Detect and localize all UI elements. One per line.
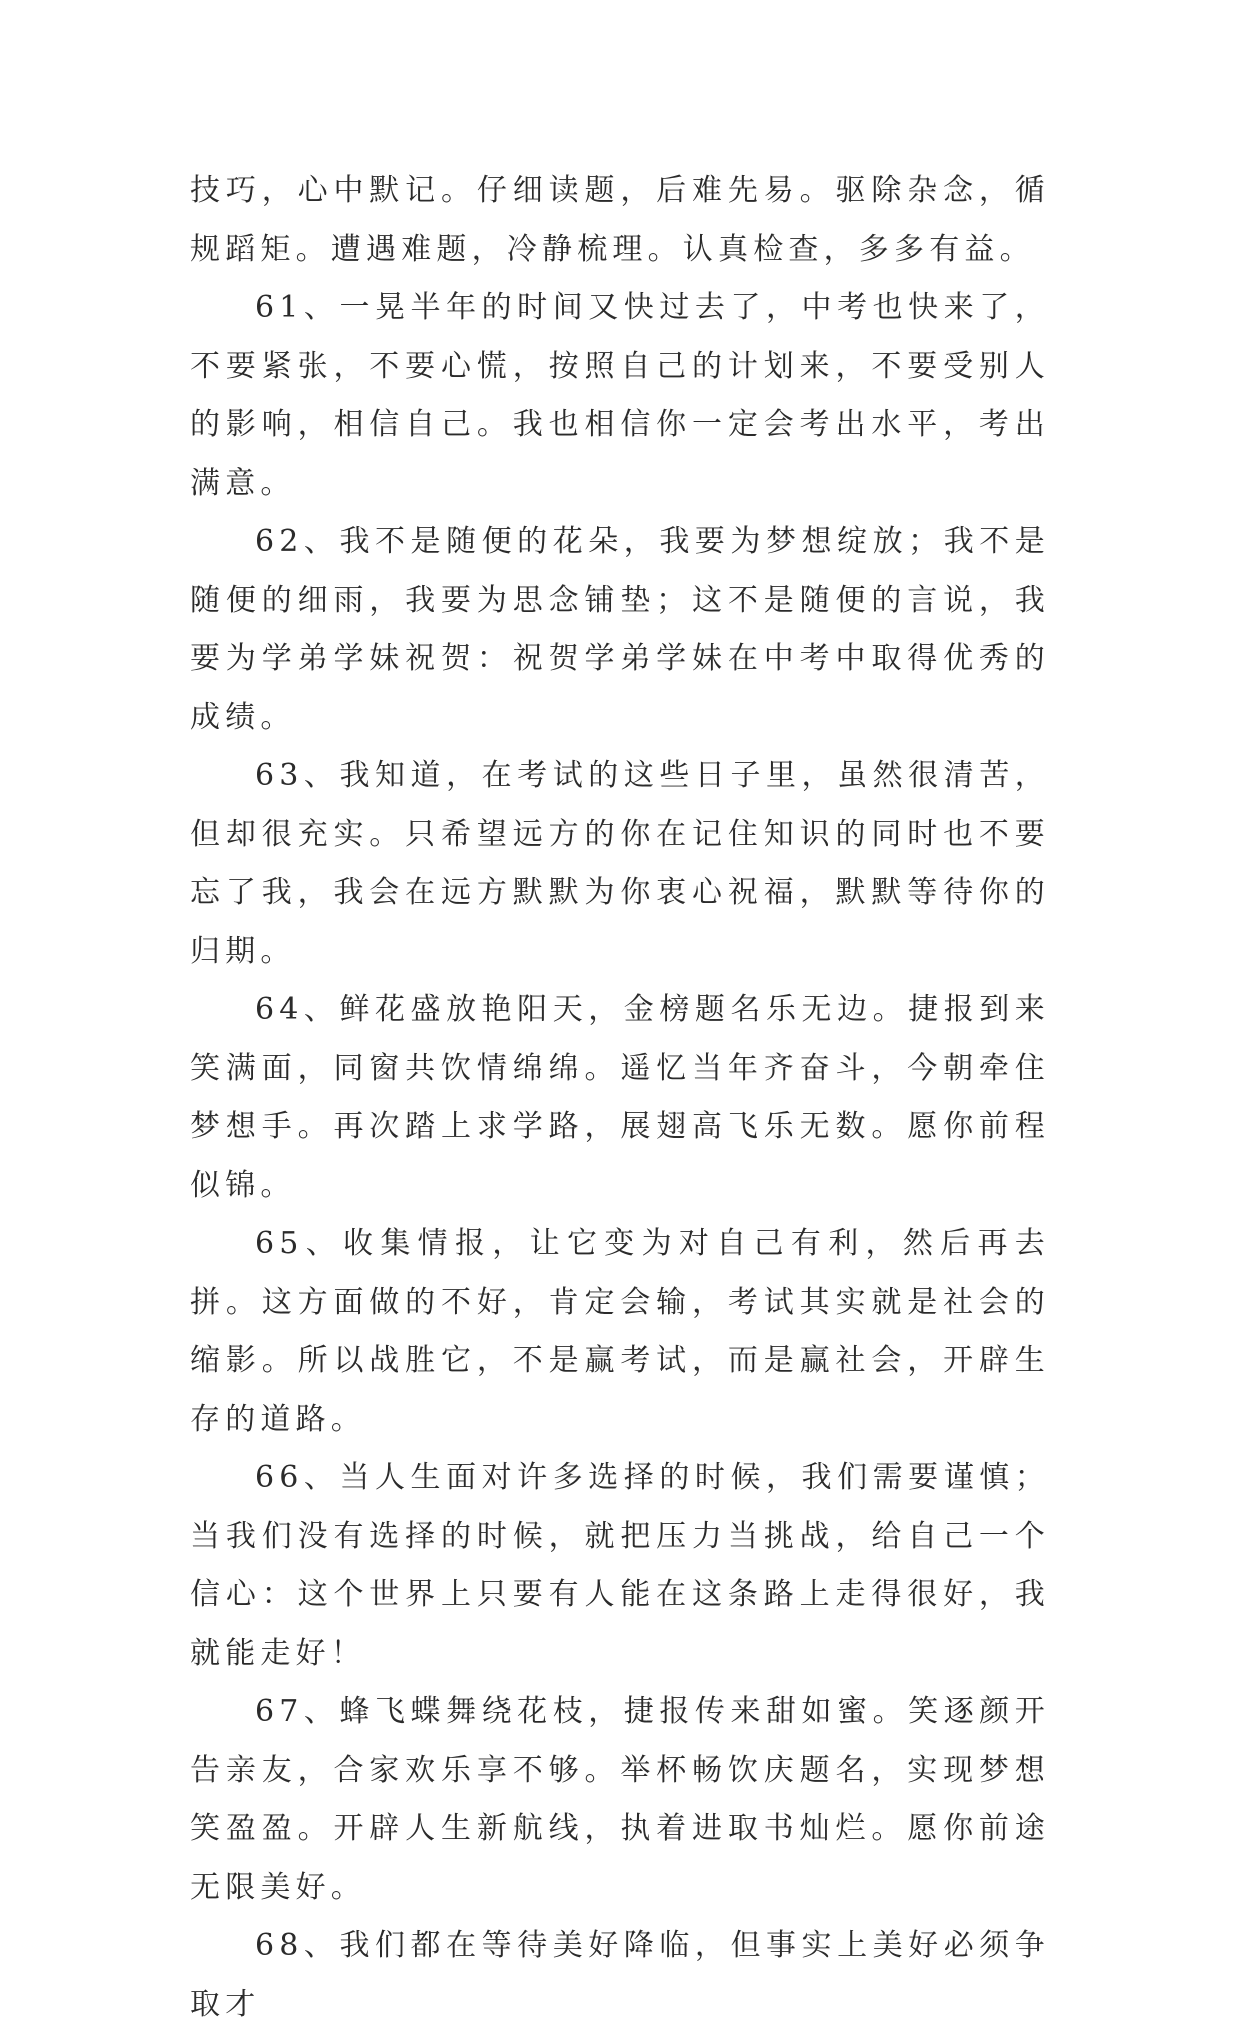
paragraph-62: 62、我不是随便的花朵，我要为梦想绽放；我不是随便的细雨，我要为思念铺垫；这不是随便的言说，我要为学弟学妹祝贺：祝贺学弟学妹在中考中取得优秀的成绩。	[190, 524, 1050, 735]
document-body	[190, 162, 1050, 2034]
paragraph-63: 63、我知道，在考试的这些日子里，虽然很清苦，但却很充实。只希望远方的你在记住知识的同时也不要忘了我，我会在远方默默为你衷心祝福，默默等待你的归期。	[190, 758, 1050, 969]
paragraph-61: 61、一晃半年的时间又快过去了，中考也快来了，不要紧张，不要心慌，按照自己的计划来，不要受别人的影响，相信自己。我也相信你一定会考出水平，考出满意。	[190, 290, 1050, 501]
paragraph-continuation: 技巧，心中默记。仔细读题，后难先易。驱除杂念，循规蹈矩。遭遇难题，冷静梳理。认真检查，多多有益。	[190, 173, 1050, 267]
paragraph-67: 67、蜂飞蝶舞绕花枝，捷报传来甜如蜜。笑逐颜开告亲友，合家欢乐享不够。举杯畅饮庆题名，实现梦想笑盈盈。开辟人生新航线，执着进取书灿烂。愿你前途无限美好。	[190, 1694, 1050, 1905]
paragraph-64: 64、鲜花盛放艳阳天，金榜题名乐无边。捷报到来笑满面，同窗共饮情绵绵。遥忆当年齐奋斗，今朝牵住梦想手。再次踏上求学路，展翅高飞乐无数。愿你前程似锦。	[190, 992, 1050, 1203]
paragraph-66: 66、当人生面对许多选择的时候，我们需要谨慎；当我们没有选择的时候，就把压力当挑战，给自己一个信心：这个世界上只要有人能在这条路上走得很好，我就能走好！	[190, 1460, 1050, 1671]
paragraph-68: 68、我们都在等待美好降临，但事实上美好必须争取才	[190, 1928, 1050, 2022]
paragraph-65: 65、收集情报，让它变为对自己有利，然后再去拼。这方面做的不好，肯定会输，考试其实就是社会的缩影。所以战胜它，不是赢考试，而是赢社会，开辟生存的道路。	[190, 1226, 1050, 1437]
